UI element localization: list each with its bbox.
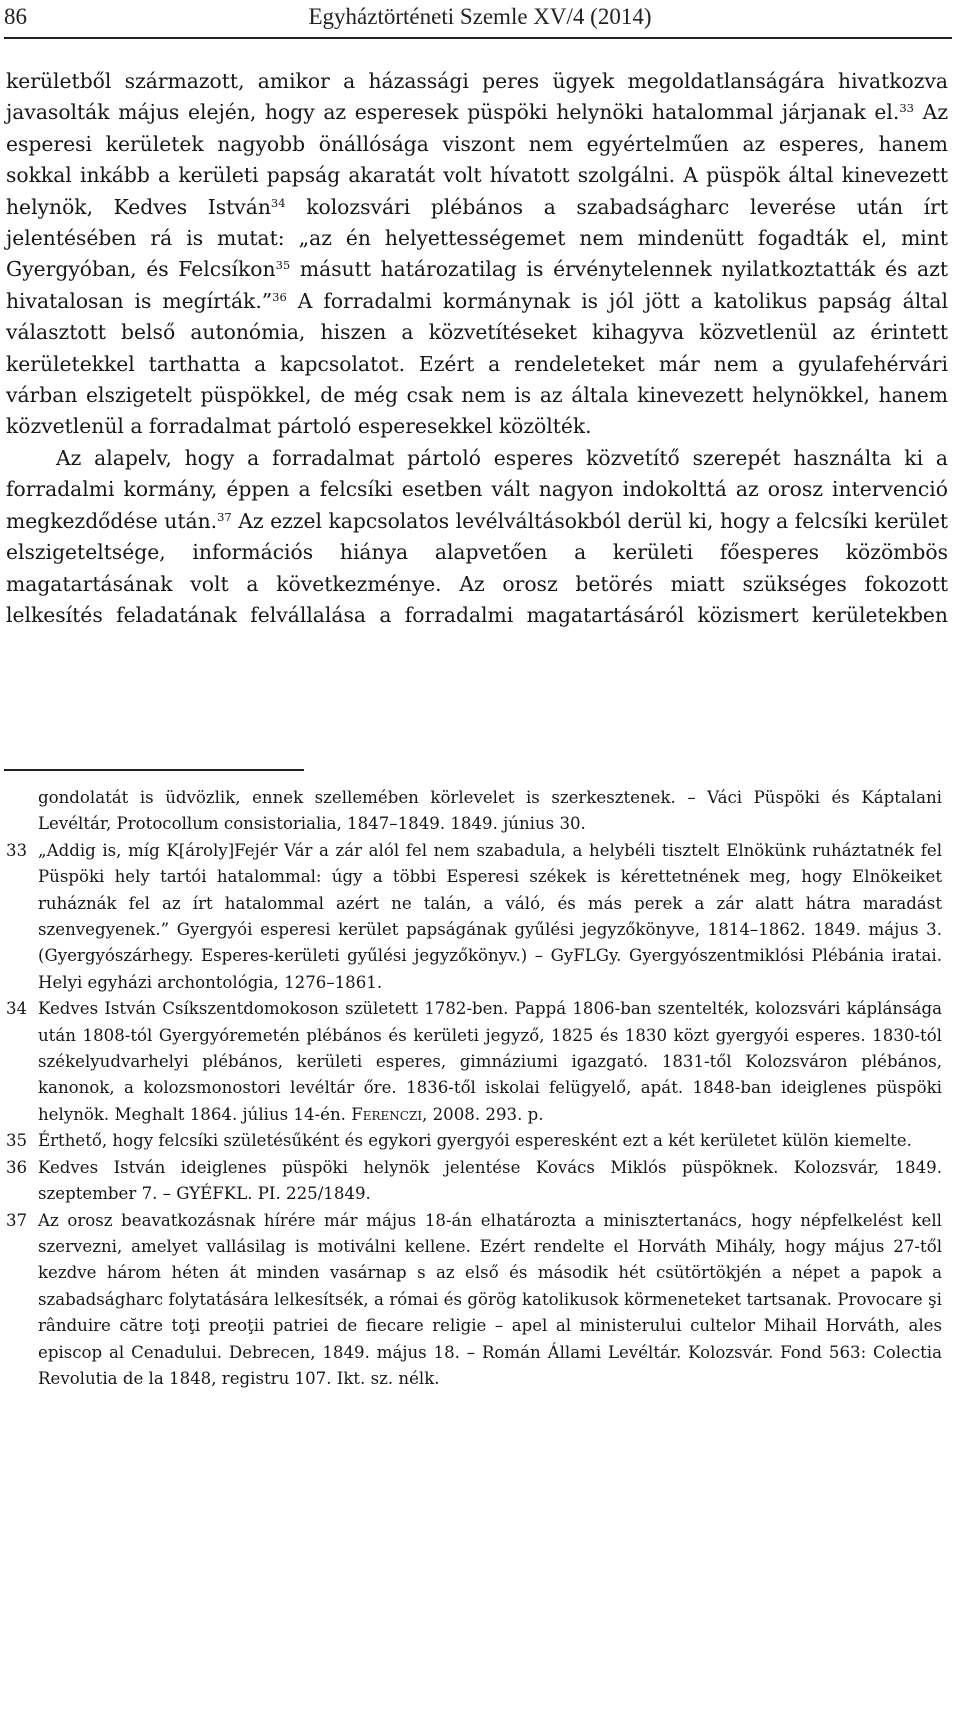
footnote-ref-33[interactable]: 33 <box>899 101 914 116</box>
paragraph-1-part-a: kerületből származott, amikor a házassági peres ügyek megoldatlanságára hivatkozva javasolták május elején, hogy az esperesek püspöki helynöki hatalommal járjanak el. <box>6 69 948 125</box>
paragraph-1 <box>6 66 948 443</box>
paragraph-1-part-b: Az esperesi kerületek nagyobb önállósága viszont nem egyértelműen az esperes, hanem sokkal inkább a kerületi papság akaratát volt hívatott szolgálni. A püspök által kinevezett helynök, Kedves István <box>6 100 949 219</box>
paragraph-2 <box>6 443 948 631</box>
paragraph-2-part-a: Az alapelv, hogy a forradalmat pártoló esperes közvetítő szerepét használta ki a forradalmi kormány, éppen a felcsíki esetben vált nagyon indokolttá az orosz intervenció megkezdődése után. <box>6 445 948 533</box>
footnote-continuation <box>6 785 942 838</box>
footnote-ref-34[interactable]: 34 <box>270 195 286 210</box>
paragraph-1-part-e: A forradalmi kormánynak is jól jött a katolikus papság által választott belső autonómia, hiszen a közvetítéseket kihagyva közvetlenül az érintett kerületekkel tarthatta a kapcsolatot. Ezért a rendeleteket már nem a gyulafehérvári várban elszigetelt püspökkel, de még csak nem is az általa kinevezett helynökkel, hanem közvetlenül a forradalmat pártoló esperesekkel közölték. <box>6 288 948 439</box>
main-text <box>6 66 948 631</box>
paragraph-1-part-c: kolozsvári plébános a szabadságharc leverése után írt jelentésében rá is mutat: „az én helyettességemet nem mindenütt fogadták el, mint Gyergyóban, és Felcsíkon <box>6 194 948 282</box>
footnote-37 <box>6 1208 942 1393</box>
header-rule <box>4 37 952 39</box>
footnote-text: „Addig is, míg K[ároly]Fejér Vár a zár alól fel nem szabadula, a helybéli tisztelt Elnökünk ruháztatnék fel Püspöki hely tartói hatalommal: úgy a többi Esperesi székek is kérettetnének meg, hogy Elnökeiket ruháznák fel az írt hatalommal azért ne talán, a váló, és más perek a zár alatt hátra maradást szenvegyenek.” Gyergyói esperesi kerület papságának gyűlési jegyzőkönyve, 1814–1862. 1849. május 3. (Gyergyószárhegy. Esperes-kerületi gyűlési jegyzőkönyv.) – GyFLGy. Gyergyószentmiklósi Plébánia iratai. Helyi egyházi archontológia, 1276–1861. <box>38 840 942 992</box>
journal-title: Egyháztörténeti Szemle XV/4 (2014) <box>308 4 652 29</box>
paragraph-2-part-b: Az ezzel kapcsolatos levélváltásokból derül ki, hogy a felcsíki kerület elszigeteltsége, információs hiánya alapvetően a kerületi főesperes közömbös magatartásának volt a következménye. Az orosz betörés miatt szükséges fokozott lelkesítés feladatának felvállalása a forradalmi magatartásáról közismert kerületekben <box>6 508 948 627</box>
footnote-text: Kedves István Csíkszentdomokoson született 1782-ben. Pappá 1806-ban szentelték, kolozsvári káplánsága után 1808-tól Gyergyóremetén plébános és kerületi jegyző, 1825 és 1830 közt gyergyói esperes. 1830-tól székelyudvarhelyi plébános, kerületi esperes, gimnáziumi igazgató. 1831-től Kolozsváron plébános, kanonok, a kolozsmonostori levéltár őre. 1836-től iskolai felügyelő, apát. 1848-ban ideiglenes püspöki helynök. Meghalt 1864. július 14-én. <box>38 999 942 1124</box>
footnote-number: 36 <box>6 1157 28 1177</box>
footnote-number: 35 <box>6 1131 28 1151</box>
footnote-number: 33 <box>6 840 28 860</box>
paragraph-1-part-d: másutt határozatilag is érvénytelennek nyilatkoztatták és azt hivatalosan is megírták.” <box>6 257 948 313</box>
footnote-35 <box>6 1128 942 1154</box>
footnote-36 <box>6 1155 942 1208</box>
footnote-rule <box>4 769 304 771</box>
footnote-33 <box>6 838 942 996</box>
running-head <box>0 0 960 36</box>
page-number: 86 <box>4 4 27 29</box>
footnote-34 <box>6 996 942 1128</box>
footnote-text: Az orosz beavatkozásnak hírére már május 18-án elhatározta a minisztertanács, hogy népfelkelést kell szervezni, amelyet vallásilag is motiválni kellene. Ezért rendelte el Horváth Mihály, hogy május 27-től kezdve három héten át minden vasárnap s az első és második hét csütörtökjén a népet a papok a szabadságharc folytatására lelkesítsék, a római és görög katolikusok körmeneteket tartsanak. Provocare şi rânduire către toţi preoţii patriei de fiecare religie – apel al ministerului cultelor Mihail Horváth, ales episcop al Cenadului. Debrecen, 1849. május 18. – Román Állami Levéltár. Kolozsvár. Fond 563: Colectia Revolutia de la 1848, registru 107. Ikt. sz. nélk. <box>38 1210 942 1388</box>
footnote-author: Ferenczi <box>351 1104 423 1124</box>
footnote-text: Kedves István ideiglenes püspöki helynök jelentése Kovács Miklós püspöknek. Kolozsvár, 1849. szeptember 7. – GYÉFKL. PI. 225/1849. <box>38 1157 942 1204</box>
footnote-ref-36[interactable]: 36 <box>272 289 287 304</box>
footnotes <box>6 785 942 1392</box>
footnote-number: 37 <box>6 1210 28 1230</box>
footnote-ref-35[interactable]: 35 <box>275 258 291 273</box>
footnote-number: 34 <box>6 999 28 1019</box>
footnote-continuation-text: gondolatát is üdvözlik, ennek szellemében körlevelet is szerkesztenek. – Váci Püspöki és Káptalani Levéltár, Protocollum consistorialia, 1847–1849. 1849. június 30. <box>38 788 942 834</box>
footnote-citation: , 2008. 293. p. <box>422 1104 544 1124</box>
footnote-ref-37[interactable]: 37 <box>217 509 232 524</box>
footnote-text: Érthető, hogy felcsíki születésűként és egykori gyergyói esperesként ezt a két kerületet külön kiemelte. <box>38 1131 912 1151</box>
